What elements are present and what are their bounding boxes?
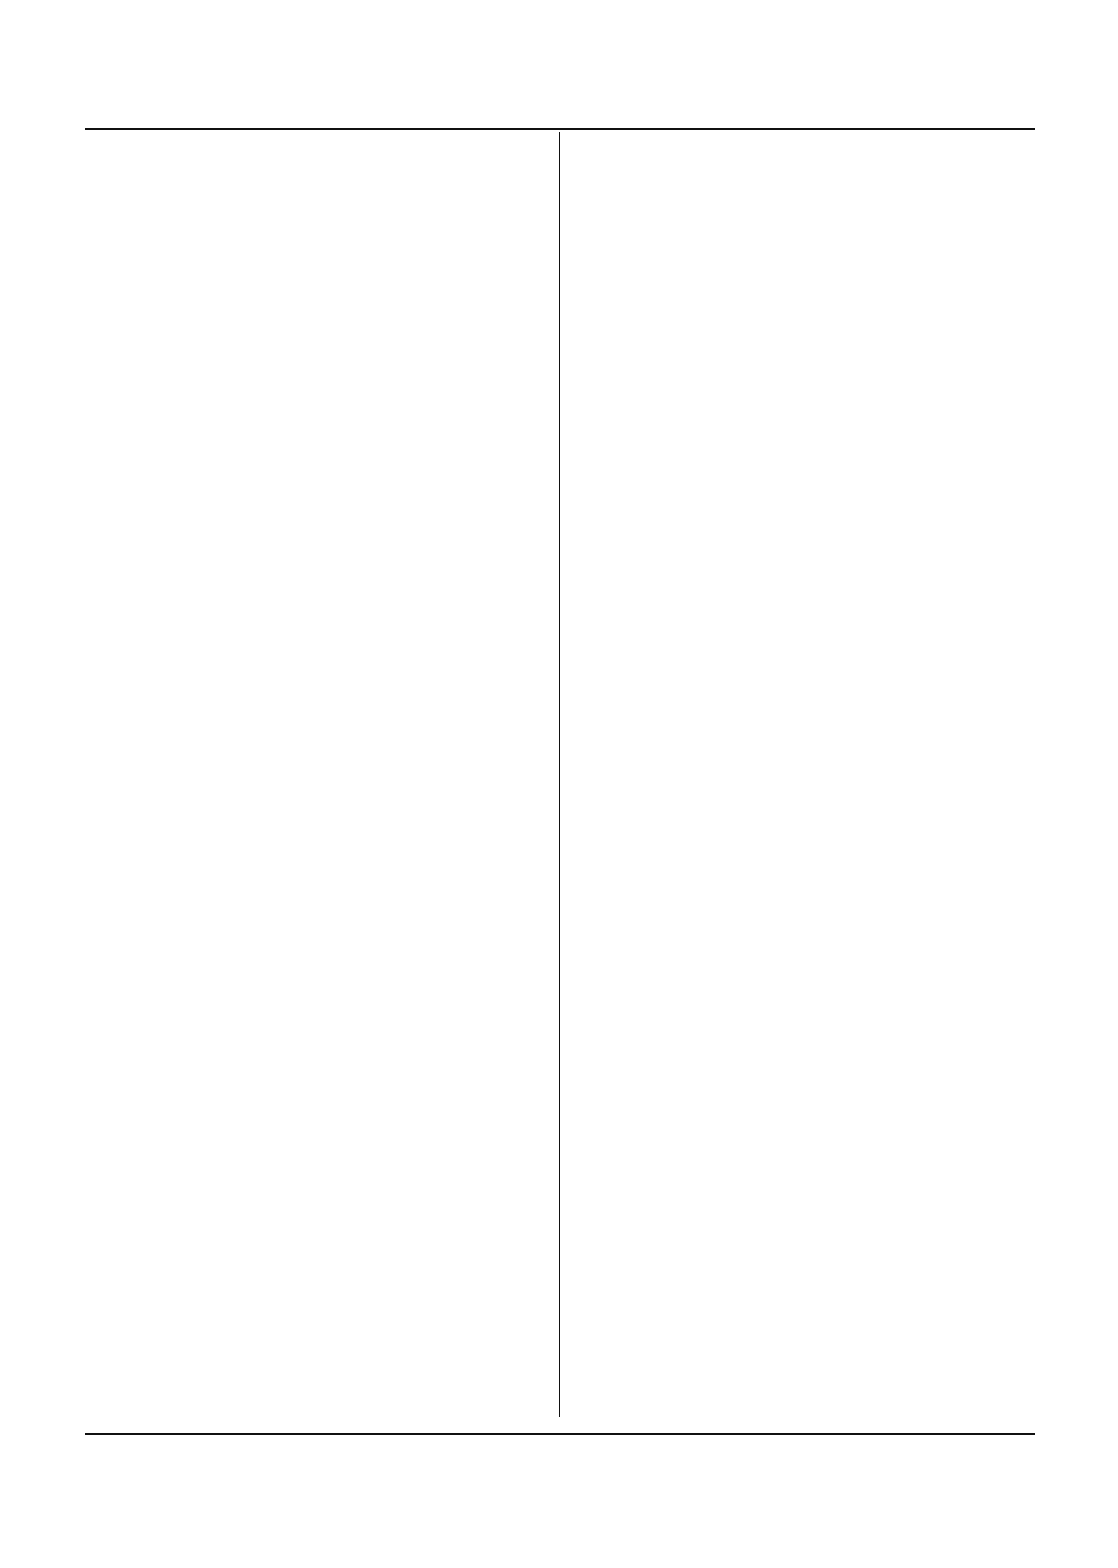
top-rule xyxy=(85,128,1035,130)
left-column xyxy=(83,140,543,1410)
bottom-rule xyxy=(85,1433,1035,1435)
right-column xyxy=(574,140,1034,1410)
column-divider xyxy=(559,132,560,1417)
